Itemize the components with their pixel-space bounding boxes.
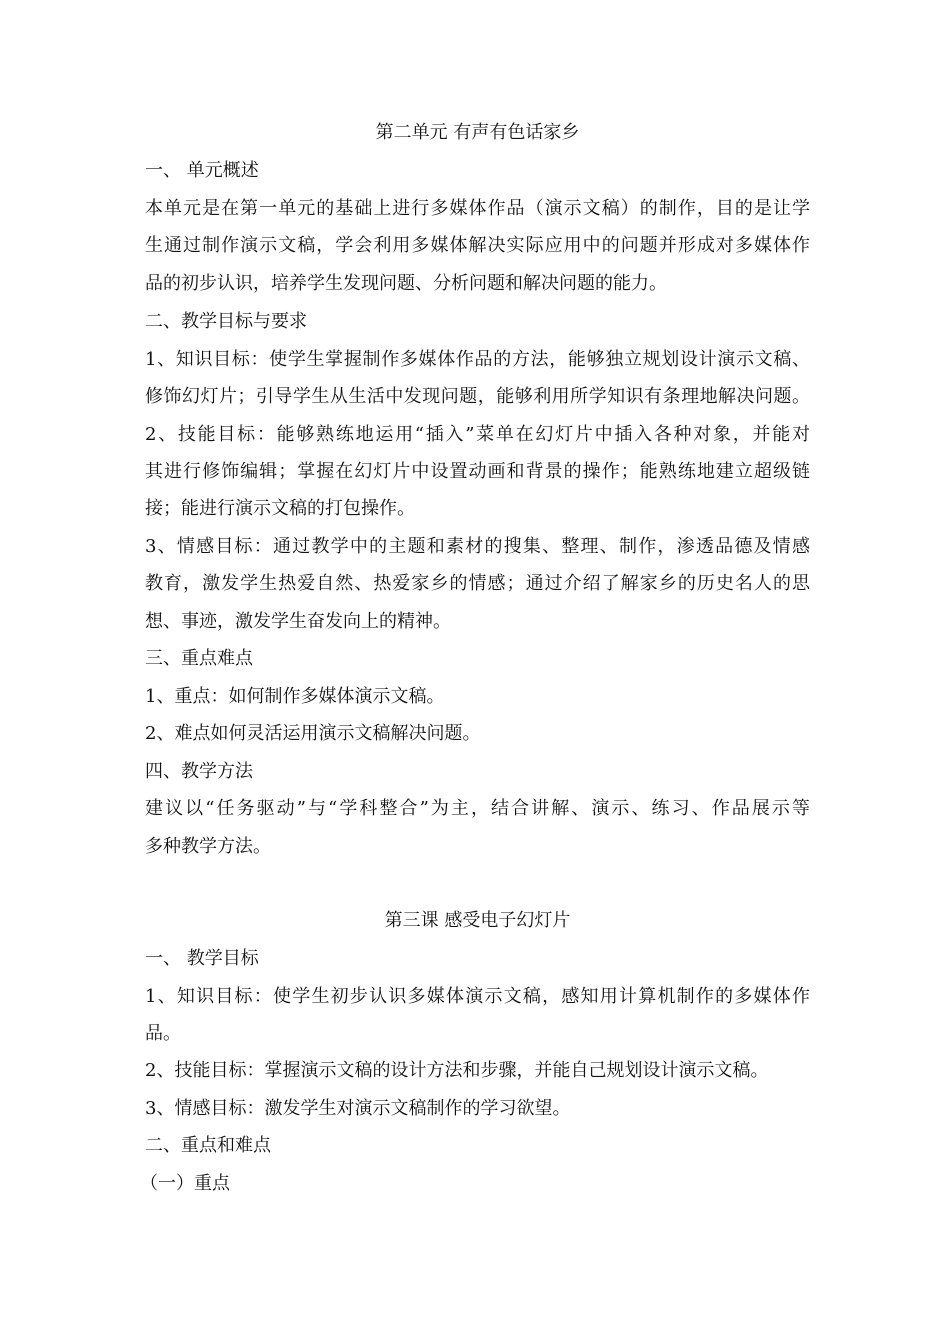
goals-line-8: 想、事迹，激发学生奋发向上的精神。 bbox=[145, 611, 451, 632]
key-line-2: 2、难点如何灵活运用演示文稿解决问题。 bbox=[145, 723, 481, 744]
unit-title: 第二单元 有声有色话家乡 bbox=[375, 122, 580, 143]
goals-line-3: 2、技能目标：能够熟练地运用“插入”菜单在幻灯片中插入各种对象，并能对 bbox=[145, 424, 810, 445]
goals-line-1: 1、知识目标：使学生掌握制作多媒体作品的方法，能够独立规划设计演示文稿、 bbox=[145, 349, 810, 370]
goals-line-2: 修饰幻灯片；引导学生从生活中发现问题，能够利用所学知识有条理地解决问题。 bbox=[145, 386, 810, 407]
lesson-goals-line-1: 1、知识目标：使学生初步认识多媒体演示文稿，感知用计算机制作的多媒体作 bbox=[145, 986, 810, 1007]
goals-line-6: 3、情感目标：通过教学中的主题和素材的搜集、整理、制作，渗透品德及情感 bbox=[145, 536, 810, 557]
goals-line-5: 接；能进行演示文稿的打包操作。 bbox=[145, 498, 415, 519]
lesson-goals-line-2: 品。 bbox=[145, 1023, 181, 1044]
lesson-key-heading: 二、重点和难点 bbox=[145, 1135, 271, 1156]
goals-heading: 二、教学目标与要求 bbox=[145, 311, 307, 332]
lesson-goals-line-3: 2、技能目标：掌握演示文稿的设计方法和步骤，并能自己规划设计演示文稿。 bbox=[145, 1060, 769, 1081]
overview-heading: 一、 单元概述 bbox=[145, 160, 259, 181]
overview-line-3: 品的初步认识，培养学生发现问题、分析问题和解决问题的能力。 bbox=[145, 273, 667, 294]
overview-line-2: 生通过制作演示文稿，学会利用多媒体解决实际应用中的问题并形成对多媒体作 bbox=[145, 235, 810, 256]
key-heading: 三、重点难点 bbox=[145, 648, 253, 669]
method-line-2: 多种教学方法。 bbox=[145, 836, 271, 857]
key-line-1: 1、重点：如何制作多媒体演示文稿。 bbox=[145, 686, 445, 707]
lesson-key-subheading: （一）重点 bbox=[140, 1173, 230, 1194]
goals-line-4: 其进行修饰编辑；掌握在幻灯片中设置动画和背景的操作；能熟练地建立超级链 bbox=[145, 461, 810, 482]
method-line-1: 建议以“任务驱动”与“学科整合”为主，结合讲解、演示、练习、作品展示等 bbox=[145, 798, 810, 819]
lesson-title: 第三课 感受电子幻灯片 bbox=[384, 910, 571, 931]
lesson-goals-line-4: 3、情感目标：激发学生对演示文稿制作的学习欲望。 bbox=[145, 1098, 571, 1119]
overview-line-1: 本单元是在第一单元的基础上进行多媒体作品（演示文稿）的制作，目的是让学 bbox=[145, 198, 810, 219]
lesson-goals-heading: 一、 教学目标 bbox=[145, 948, 259, 969]
goals-line-7: 教育，激发学生热爱自然、热爱家乡的情感；通过介绍了解家乡的历史名人的思 bbox=[145, 573, 810, 594]
method-heading: 四、教学方法 bbox=[145, 761, 253, 782]
